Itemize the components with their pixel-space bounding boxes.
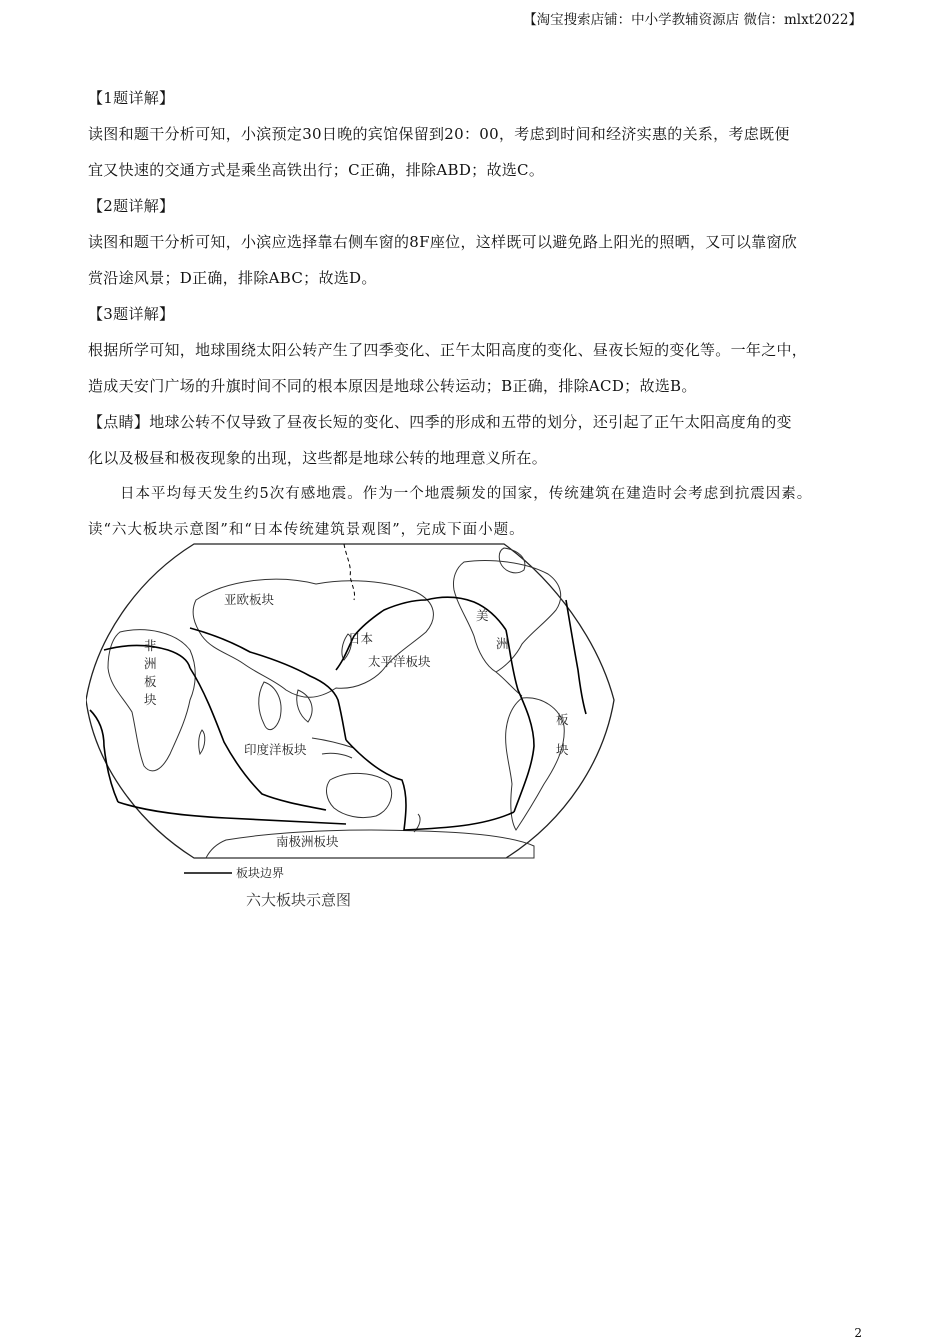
label-american-plate-1: 美 [476, 608, 489, 623]
paragraph-tip-line2: 化以及极昼和极夜现象的出现，这些都是地球公转的地理意义所在。 [88, 449, 548, 467]
page-number: 2 [854, 1326, 862, 1340]
section-heading-q1: 【1题详解】 [88, 89, 175, 107]
label-eurasian-plate: 亚欧板块 [224, 592, 275, 607]
figure-caption: 六大板块示意图 [246, 891, 352, 909]
paragraph-q1-line2: 宜又快速的交通方式是乘坐高铁出行；C正确，排除ABD；故选C。 [88, 161, 545, 179]
paragraph-q1-line1: 读图和题干分析可知，小滨预定30日晚的宾馆保留到20：00，考虑到时间和经济实惠的关系，考虑既便 [88, 125, 790, 143]
label-african-plate-4: 块 [144, 692, 157, 707]
label-pacific-plate: 太平洋板块 [368, 654, 431, 669]
question-intro-line2: 读“六大板块示意图”和“日本传统建筑景观图”，完成下面小题。 [88, 522, 525, 538]
label-african-plate-2: 洲 [144, 656, 157, 671]
label-indian-plate: 印度洋板块 [244, 742, 307, 757]
map-outline [86, 544, 614, 858]
label-japan: 日本 [348, 631, 374, 646]
legend-label: 板块边界 [236, 866, 285, 880]
header-watermark: 【淘宝搜索店铺：中小学教辅资源店 微信：mlxt2022】 [523, 12, 862, 28]
label-antarctic-plate: 南极洲板块 [276, 834, 339, 849]
plate-map-svg [86, 540, 616, 920]
label-african-plate-3: 板 [144, 674, 157, 689]
label-american-plate-3: 板 [556, 712, 569, 727]
label-african-plate-1: 非 [144, 638, 157, 653]
paragraph-q3-line1: 根据所学可知，地球围绕太阳公转产生了四季变化、正午太阳高度的变化、昼夜长短的变化等。一年之中， [88, 341, 808, 359]
paragraph-q3-line2: 造成天安门广场的升旗时间不同的根本原因是地球公转运动；B正确，排除ACD；故选B。 [88, 377, 697, 395]
label-american-plate-4: 块 [556, 742, 569, 757]
plate-map-figure [86, 540, 616, 920]
section-heading-q2: 【2题详解】 [88, 197, 175, 215]
section-heading-q3: 【3题详解】 [88, 305, 175, 323]
paragraph-q2-line2: 赏沿途风景；D正确，排除ABC；故选D。 [88, 269, 377, 287]
question-intro-line1: 日本平均每天发生约5次有感地震。作为一个地震频发的国家，传统建筑在建造时会考虑到抗震因素。 [120, 486, 813, 502]
paragraph-q2-line1: 读图和题干分析可知，小滨应选择靠右侧车窗的8F座位，这样既可以避免路上阳光的照晒，又可以靠窗欣 [88, 233, 798, 251]
label-american-plate-2: 洲 [496, 636, 509, 651]
document-body [88, 80, 868, 548]
paragraph-tip-line1: 【点睛】地球公转不仅导致了昼夜长短的变化、四季的形成和五带的划分，还引起了正午太阳高度角的变 [88, 413, 792, 431]
